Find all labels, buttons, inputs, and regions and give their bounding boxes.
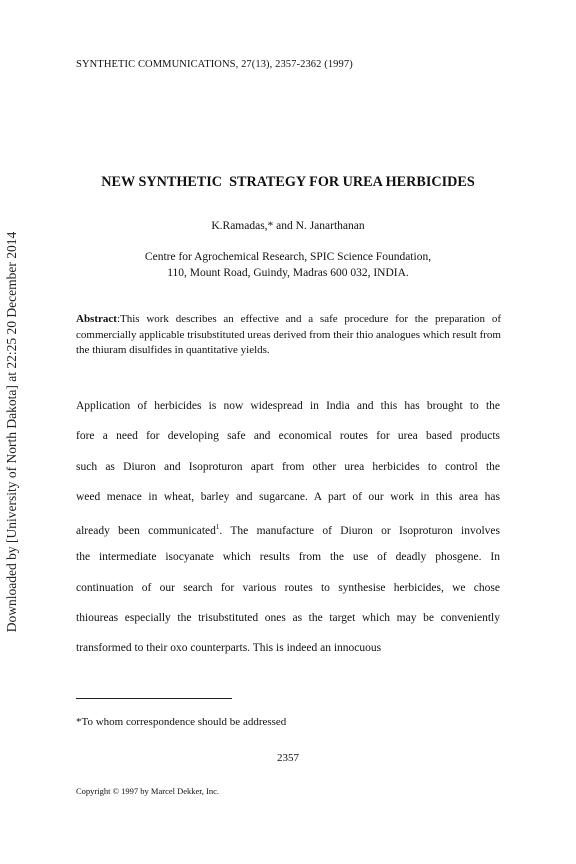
body-line: the intermediate isocyanate which results from the use of deadly phosgene. In [76, 551, 500, 564]
body-line: fore a need for developing safe and economical routes for urea based products [76, 430, 500, 443]
body-line: transformed to their oxo counterparts. This is indeed an innocuous [76, 642, 382, 655]
abstract-label: Abstract [76, 313, 117, 325]
authors: K.Ramadas,* and N. Janarthanan [211, 220, 365, 232]
copyright-notice: Copyright © 1997 by Marcel Dekker, Inc. [76, 786, 220, 796]
body-text [76, 398, 500, 671]
body-line: weed menace in wheat, barley and sugarcane. A part of our work in this area has [76, 490, 500, 503]
body-line: such as Diuron and Isoproturon apart from other urea herbicides to control the [76, 460, 500, 473]
affiliation-line-1: Centre for Agrochemical Research, SPIC Science Foundation, [144, 251, 432, 263]
body-line: continuation of our search for various routes to synthesise herbicides, we chose [76, 581, 500, 594]
footnote-divider [76, 698, 232, 699]
footnote: *To whom correspondence should be addressed [76, 716, 287, 728]
paper-title: NEW SYNTHETIC STRATEGY FOR UREA HERBICIDES [101, 174, 475, 190]
affiliation-line-2: 110, Mount Road, Guindy, Madras 600 032, INDIA. [167, 267, 409, 279]
body-line: thioureas especially the trisubstituted ones as the target which may be conveniently [76, 612, 500, 625]
page-number: 2357 [277, 752, 299, 764]
abstract-text: :This work describes an effective and a safe procedure for the preparation of commercially applicable trisubstituted ureas derived from their thio analogues which result from the thiuram disulfides in quantitative yields. [76, 313, 501, 356]
abstract [76, 312, 501, 359]
body-line-5-start: already been communicated [76, 525, 216, 538]
download-stamp: Downloaded by [University of North Dakota] at 22:25 20 December 2014 [4, 231, 19, 633]
body-line [76, 519, 500, 549]
body-line-5-end: . The manufacture of Diuron or Isoproturon involves [219, 525, 500, 538]
journal-header: SYNTHETIC COMMUNICATIONS, 27(13), 2357-2362 (1997) [76, 59, 353, 70]
reference-marker[interactable]: 1 [215, 523, 220, 532]
affiliation [0, 249, 576, 281]
body-line: Application of herbicides is now widespread in India and this has brought to the [76, 400, 500, 412]
